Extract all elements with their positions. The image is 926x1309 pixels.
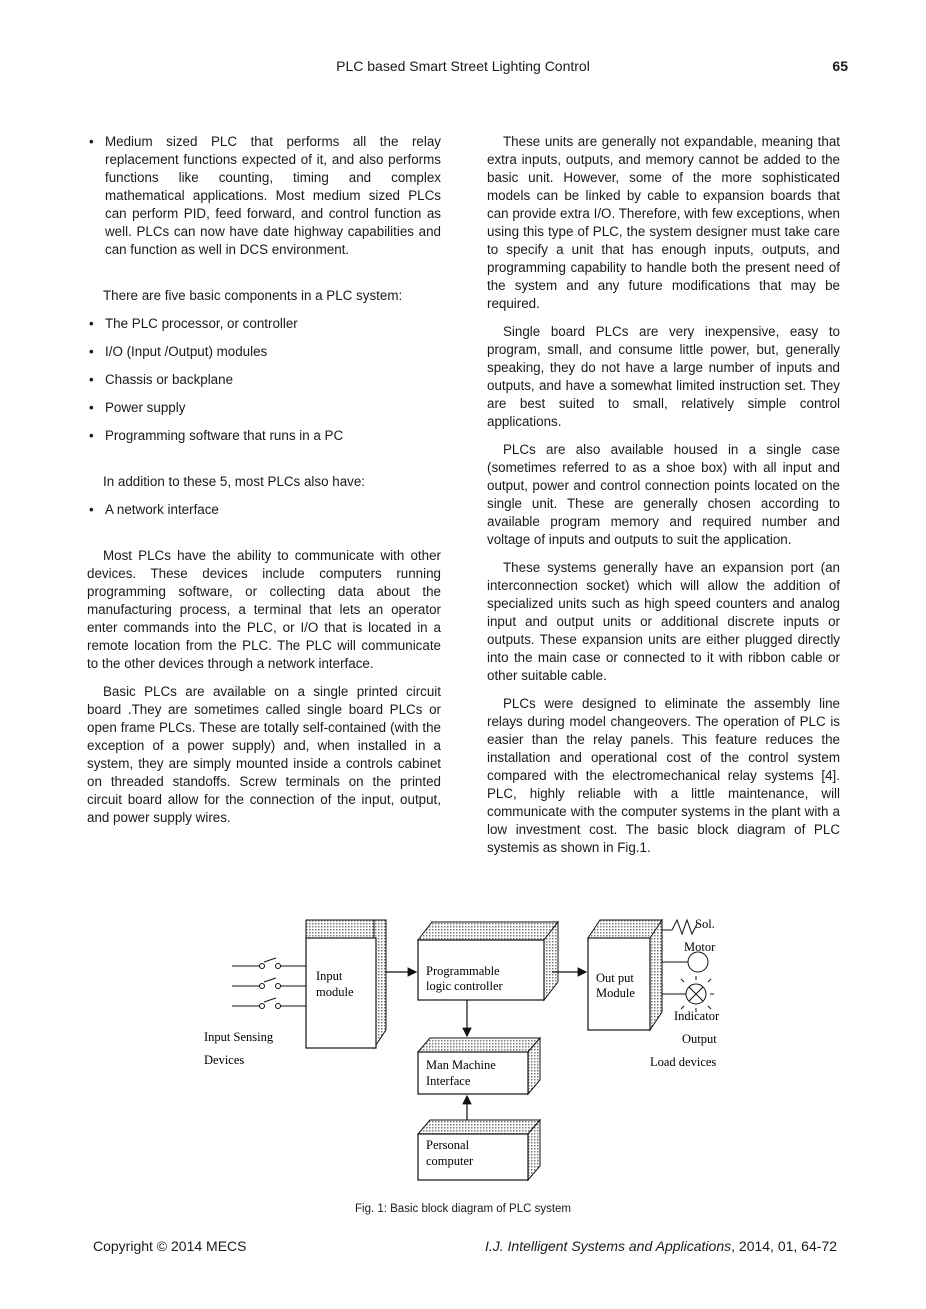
citation-details: , 2014, 01, 64-72 [731,1238,837,1254]
indicator-lamp-icon [662,976,714,1012]
basic-plc-paragraph: Basic PLCs are available on a single printed circuit board .They are sometimes called single board PLCs or open frame PLCs. These are totally self-contained (with the exception of a power supply) and, when installed in a system, they are simply mounted inside a controls cabinet on threaded standoffs. Screw terminals on the printed circuit board allow for the connection of the input, output, and power supply wires. [87,684,441,825]
additional-item: • A network interface [87,501,441,519]
motor-icon [662,952,708,972]
plc-box [418,922,558,1000]
additional-intro: In addition to these 5, most PLCs also have: [103,474,366,489]
indicator-label: Indicator [674,1009,720,1023]
block-diagram-svg [198,908,728,1190]
input-switches-icon [232,958,306,1009]
left-column [87,133,441,827]
input-module-box [306,920,386,1048]
motor-label: Motor [684,940,716,954]
output-module-label: Module [596,986,635,1000]
bullet-medium-plc: • Medium sized PLC that performs all the relay replacement functions expected of it, and also performs functions like counting, timing and complex mathematical applications. Most medium sized PLCs can perform PID, feed forward, and control function as well. PLCs can now have date highway capabilities and can function as well in DCS environment. [87,133,441,259]
pc-label: computer [426,1154,474,1168]
components-intro: There are five basic components in a PLC system: [103,288,403,303]
plc-label: logic controller [426,979,503,993]
input-devices-label: Input Sensing [204,1030,274,1044]
network-paragraph: Most PLCs have the ability to communicate with other devices. These devices include computers running programming software, or collecting data about the manufacturing process, a terminal that lets an operator enter commands into the PLC, or I/O that is located in a remote location from the PLC. The PLC will communicate to the other devices through a network interface. [87,548,441,671]
body-paragraph: These systems generally have an expansion port (an interconnection socket) which will allow the addition of specialized units such as high speed counters and analog input and output units or additional discrete inputs or outputs. These expansion units are either plugged directly into the main case or connected to it with ribbon cable or other suitable cable. [487,560,840,683]
plc-block-diagram [198,908,728,1190]
output-devices-label: Output [682,1032,717,1046]
pc-label: Personal [426,1138,470,1152]
pc-box [418,1120,540,1180]
body-paragraph: PLCs are also available housed in a single case (sometimes referred to as a shoe box) with all input and output, power and control connection points located on the single unit. These are generally chosen according to available program memory and required number and voltage of inputs and outputs to suit the application. [487,442,840,547]
body-paragraph: These units are generally not expandable, meaning that extra inputs, outputs, and memory cannot be added to the basic unit. However, some of the more sophisticated models can be linked by cable to expansion boards that can provide extra I/O. Therefore, with few exceptions, when using this type of PLC, the system designer must take care to specify a unit that has enough inputs, outputs, and programming capability to handle both the present need of the system and any future modifications that may be required. [487,134,840,311]
body-paragraph: PLCs were designed to eliminate the assembly line relays during model changeovers. The operation of PLC is easier than the relay panels. This feature reduces the installation and operational cost of the control system compared with the electromechanical relay systems [4]. PLC, highly reliable with a little maintenance, will communicate with the computer systems in the plant with a low investment cost. The basic block diagram of PLC systemis as shown in Fig.1. [487,696,840,855]
footer-citation [480,1238,837,1254]
component-item: • The PLC processor, or controller [87,315,441,333]
right-column [487,133,840,867]
footer-copyright: Copyright © 2014 MECS [93,1238,247,1254]
component-item: • I/O (Input /Output) modules [87,343,441,361]
input-module-label: Input [316,969,343,983]
component-item: • Power supply [87,399,441,417]
component-item: • Programming software that runs in a PC [87,427,441,445]
mmi-label: Interface [426,1074,471,1088]
figure-caption: Fig. 1: Basic block diagram of PLC system [354,1203,572,1215]
body-paragraph: Single board PLCs are very inexpensive, easy to program, small, and consume little power, but, generally speaking, they do not have a large number of inputs and outputs, and have a somewhat limited instruction set. They are best suited to small, relatively simple control applications. [487,324,840,429]
page-number: 65 [832,58,848,74]
running-header-title: PLC based Smart Street Lighting Control [336,58,590,74]
output-module-label: Out put [596,971,634,985]
mmi-box [418,1038,540,1094]
journal-name: I.J. Intelligent Systems and Applications [484,1238,732,1254]
plc-size-bullets [87,133,441,259]
output-module-box [588,920,662,1030]
additional-list [87,501,441,519]
input-devices-label: Devices [204,1053,245,1067]
components-list [87,315,441,445]
plc-label: Programmable [426,964,500,978]
input-module-label: module [316,985,354,999]
mmi-label: Man Machine [426,1058,496,1072]
sol-label: Sol. [695,917,715,931]
component-item: • Chassis or backplane [87,371,441,389]
solenoid-icon [662,920,697,934]
output-devices-label: Load devices [650,1055,717,1069]
